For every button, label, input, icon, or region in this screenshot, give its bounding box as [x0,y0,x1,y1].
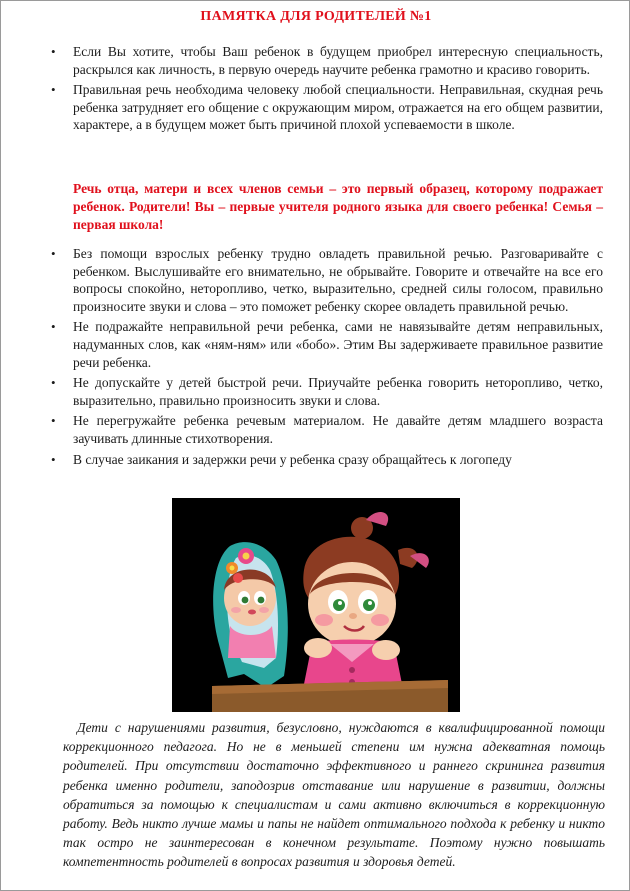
top-bullet-list [47,43,603,137]
list-item: • Без помощи взрослых ребенку трудно овладеть правильной речью. Разговаривайте с ребенком. Выслушивайте его внимательно, не обрывайте. Говорите и отвечайте на все его вопросы спокойно, неторопливо, четко, выразительно, средней силы голосом, правильно произносите звуки и слова – это поможет ребенку скорее овладеть правильной речью. [47,245,603,315]
list-item: • В случае заикания и задержки речи у ребенка сразу обращайтесь к логопеду [47,451,603,469]
bottom-bullet-list [47,245,603,471]
page-title: ПАМЯТКА ДЛЯ РОДИТЕЛЕЙ №1 [200,9,432,24]
list-item: • Если Вы хотите, чтобы Ваш ребенок в будущем приобрел интересную специальность, раскрылся как личность, в первую очередь научите ребенка грамотно и красиво говорить. [47,43,603,78]
list-item: • Не допускайте у детей быстрой речи. Приучайте ребенка говорить неторопливо, четко, выразительно, правильно произносить звуки и слова. [47,374,603,409]
red-highlight-paragraph: Речь отца, матери и всех членов семьи – это первый образец, которому подражает ребенок. Родители! Вы – первые учителя родного языка для своего ребенка! Семья – первая школа! [73,181,603,232]
list-item: • Правильная речь необходима человеку любой специальности. Неправильная, скудная речь ребенка затрудняет его общение с окружающим миром, отражается на его общем развитии, характере, а в будущем может быть причиной плохой успеваемости в школе. [47,81,603,134]
girl-mirror-illustration [172,498,460,712]
girl-mirror-image [172,498,460,712]
list-item: • Не подражайте неправильной речи ребенка, сами не навязывайте детям неправильных, надуманных слов, как «ням-ням» или «бобо». Этим Вы задерживаете правильное развитие речи ребенка. [47,318,603,371]
italic-paragraph: Дети с нарушениями развития, безусловно, нуждаются в квалифицированной помощи коррекционного педагога. Но не в меньшей степени им нужна адекватная помощь родителей. При отсутствии достаточно эффективного и раннего скрининга развития ребенка именно родители, заподозрив отставание или нарушение в развитии, должны обратиться за помощью к специалистам и сами активно включиться в коррекционную работу. Ведь никто лучше мамы и папы не найдет оптимального подхода к ребенку и никто так остро не заинтересован в конечном результате. Поэтому нужно повышать компетентность родителей в вопросах развития и здоровья детей. [63,720,605,870]
list-item: • Не перегружайте ребенка речевым материалом. Не давайте детям младшего возраста заучивать длинные стихотворения. [47,412,603,447]
